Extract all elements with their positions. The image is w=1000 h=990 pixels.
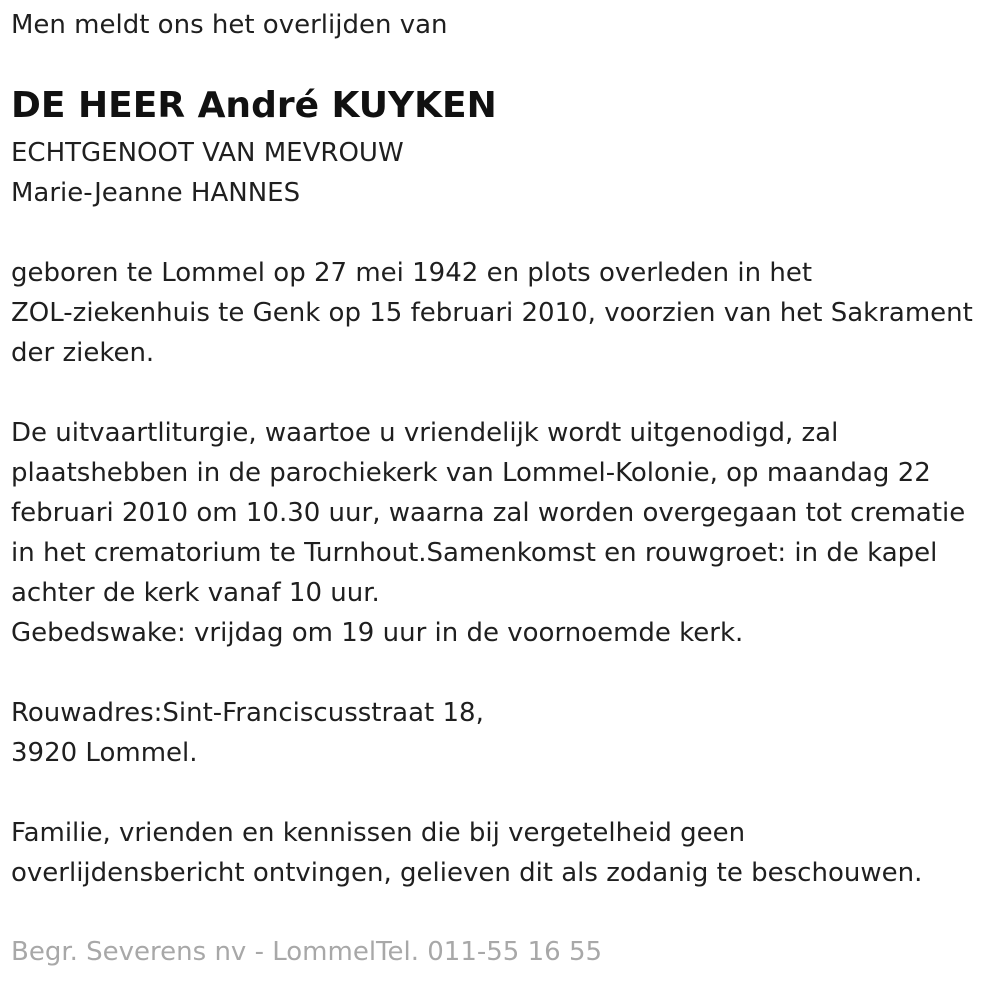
spouse-name: Marie-Jeanne HANNES — [11, 178, 301, 208]
undertaker-footer: Begr. Severens nv - LommelTel. 011-55 16 55 — [11, 937, 603, 967]
address-line: Rouwadres:Sint-Franciscusstraat 18, — [11, 698, 484, 728]
intro-text: Men meldt ons het overlijden van — [11, 10, 448, 40]
birth-line: ZOL-ziekenhuis te Genk op 15 februari 2010, voorzien van het Sakrament — [11, 298, 973, 328]
funeral-line: in het crematorium te Turnhout.Samenkomst en rouwgroet: in de kapel — [11, 538, 938, 568]
birth-line: der zieken. — [11, 338, 155, 368]
funeral-line: februari 2010 om 10.30 uur, waarna zal worden overgegaan tot crematie — [11, 498, 966, 528]
funeral-line: achter de kerk vanaf 10 uur. — [11, 578, 380, 608]
address-line: 3920 Lommel. — [11, 738, 198, 768]
funeral-line: plaatshebben in de parochiekerk van Lommel-Kolonie, op maandag 22 — [11, 458, 931, 488]
notice-line: overlijdensbericht ontvingen, gelieven dit als zodanig te beschouwen. — [11, 858, 923, 888]
vigil-line: Gebedswake: vrijdag om 19 uur in de voornoemde kerk. — [11, 618, 744, 648]
deceased-name: DE HEER André KUYKEN — [11, 85, 497, 126]
spouse-line: ECHTGENOOT VAN MEVROUW — [11, 138, 404, 168]
birth-line: geboren te Lommel op 27 mei 1942 en plots overleden in het — [11, 258, 813, 288]
funeral-line: De uitvaartliturgie, waartoe u vriendelijk wordt uitgenodigd, zal — [11, 418, 839, 448]
notice-line: Familie, vrienden en kennissen die bij vergetelheid geen — [11, 818, 746, 848]
